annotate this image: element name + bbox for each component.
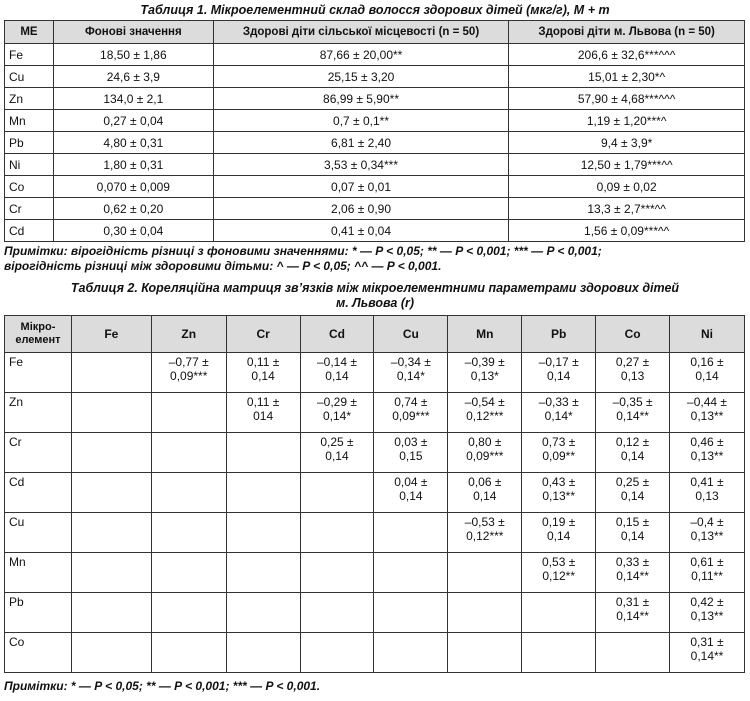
correlation-cell (300, 353, 374, 393)
correlation-error: 0,13** (542, 489, 576, 503)
correlation-cell (448, 433, 522, 473)
correlation-error: 0,13* (470, 369, 499, 383)
correlation-error: 0,14 (547, 529, 571, 543)
table1-row (5, 176, 745, 198)
table1-element-cell: Zn (5, 88, 54, 110)
correlation-cell (448, 513, 522, 553)
correlation-cell (71, 593, 151, 633)
correlation-cell (151, 393, 226, 433)
table1-header-cell: Здорові діти м. Львова (n = 50) (509, 21, 745, 44)
correlation-error: 0,09*** (466, 449, 504, 463)
correlation-value: –0,53 ± (464, 515, 505, 529)
correlation-cell (448, 393, 522, 433)
correlation-cell (300, 553, 374, 593)
table2-row-label: Cd (5, 473, 72, 513)
correlation-cell (670, 513, 745, 553)
correlation-cell (226, 393, 300, 433)
table1-header-row (5, 21, 745, 44)
table1-row (5, 220, 745, 242)
table1-value-cell: 2,06 ± 0,90 (213, 198, 509, 220)
correlation-cell (596, 513, 670, 553)
correlation-error: 0,09*** (392, 409, 430, 423)
correlation-value: 0,19 ± (542, 515, 576, 529)
table1-value-cell: 87,66 ± 20,00** (213, 44, 509, 66)
correlation-cell (151, 353, 226, 393)
table1-value-cell: 9,4 ± 3,9* (509, 132, 745, 154)
correlation-value: –0,34 ± (390, 355, 431, 369)
table2-row-label: Pb (5, 593, 72, 633)
correlation-cell (522, 553, 596, 593)
correlation-cell (151, 513, 226, 553)
correlation-cell (71, 633, 151, 673)
table1-value-cell: 6,81 ± 2,40 (213, 132, 509, 154)
correlation-value: 0,41 ± (690, 475, 724, 489)
correlation-error: 0,13** (690, 409, 724, 423)
correlation-error: 0,14 (547, 369, 571, 383)
correlation-error: 014 (253, 409, 274, 423)
correlation-cell (596, 473, 670, 513)
correlation-cell (596, 393, 670, 433)
table1-header-cell: Здорові діти сільської місцевості (n = 50) (213, 21, 509, 44)
table2-col-header: Pb (522, 316, 596, 353)
correlation-cell (522, 433, 596, 473)
correlation-value: 0,74 ± (394, 395, 428, 409)
correlation-error: 0,13** (690, 529, 724, 543)
correlation-error: 0,14* (322, 409, 351, 423)
correlation-cell (374, 593, 448, 633)
correlation-cell (670, 433, 745, 473)
correlation-cell (71, 553, 151, 593)
correlation-value: –0,29 ± (317, 395, 357, 409)
table2-corner-header (5, 316, 72, 353)
table2-row-label: Zn (5, 393, 72, 433)
correlation-value: 0,15 ± (615, 515, 650, 529)
table1-value-cell: 24,6 ± 3,9 (53, 66, 213, 88)
correlation-error: 0,12*** (466, 409, 504, 423)
correlation-cell (374, 473, 448, 513)
correlation-cell (300, 633, 374, 673)
table1-value-cell: 57,90 ± 4,68***^^^ (509, 88, 745, 110)
correlation-cell (374, 513, 448, 553)
correlation-cell (71, 513, 151, 553)
table2-row-label: Cr (5, 433, 72, 473)
correlation-error: 0,14 (325, 369, 349, 383)
table1-value-cell: 0,30 ± 0,04 (53, 220, 213, 242)
table1-element-cell: Mn (5, 110, 54, 132)
correlation-cell (374, 353, 448, 393)
correlation-cell (448, 633, 522, 673)
table1-element-cell: Pb (5, 132, 54, 154)
table1-value-cell: 0,27 ± 0,04 (53, 110, 213, 132)
table1-body (5, 44, 745, 242)
correlation-cell (300, 593, 374, 633)
correlation-cell (448, 593, 522, 633)
correlation-cell (300, 433, 374, 473)
table1-value-cell: 0,7 ± 0,1** (213, 110, 509, 132)
correlation-value: –0,17 ± (538, 355, 579, 369)
correlation-cell (670, 473, 745, 513)
correlation-cell (670, 353, 745, 393)
correlation-value: –0,14 ± (317, 355, 357, 369)
corner-line: елемент (15, 334, 61, 346)
correlation-value: 0,31 ± (690, 635, 724, 649)
table1-value-cell: 13,3 ± 2,7***^^ (509, 198, 745, 220)
correlation-cell (374, 433, 448, 473)
correlation-cell (596, 593, 670, 633)
table1-element-cell: Ni (5, 154, 54, 176)
correlation-error: 0,14 (620, 529, 645, 543)
correlation-value: –0,35 ± (612, 395, 653, 409)
correlation-cell (522, 393, 596, 433)
table1-row (5, 66, 745, 88)
correlation-error: 0,14 (695, 369, 719, 383)
table2-col-header: Cr (226, 316, 300, 353)
correlation-cell (596, 433, 670, 473)
correlation-error: 0,14** (616, 409, 649, 423)
table1 (4, 20, 745, 242)
correlation-error: 0,14** (690, 649, 724, 663)
table1-row (5, 110, 745, 132)
table2-col-header: Cu (374, 316, 448, 353)
table1-value-cell: 15,01 ± 2,30*^ (509, 66, 745, 88)
correlation-error: 0,14 (620, 449, 645, 463)
correlation-cell (448, 473, 522, 513)
table1-element-cell: Cr (5, 198, 54, 220)
correlation-cell (226, 553, 300, 593)
correlation-error: 0,14 (620, 489, 645, 503)
correlation-cell (522, 473, 596, 513)
correlation-error: 0,11** (691, 569, 723, 583)
correlation-error: 0,14** (616, 569, 649, 583)
correlation-cell (151, 553, 226, 593)
table1-row (5, 88, 745, 110)
correlation-value: 0,25 ± (615, 475, 650, 489)
table1-value-cell: 3,53 ± 0,34*** (213, 154, 509, 176)
correlation-cell (522, 353, 596, 393)
corner-line: Мікро- (20, 321, 56, 333)
correlation-value: 0,31 ± (615, 595, 650, 609)
correlation-cell (596, 553, 670, 593)
correlation-cell (151, 633, 226, 673)
table2-row (5, 473, 745, 513)
correlation-cell (151, 593, 226, 633)
table2-note: Примітки: * — P < 0,05; ** — P < 0,001; *** — P < 0,001. (4, 679, 321, 693)
correlation-cell (151, 433, 226, 473)
table2-title-line: Таблиця 2. Кореляційна матриця зв’язків між мікроелементними параметрами здорових дітей (70, 281, 680, 295)
table1-value-cell: 1,19 ± 1,20***^ (509, 110, 745, 132)
table2-row-label: Co (5, 633, 72, 673)
correlation-error: 0,13 (695, 489, 719, 503)
table1-note-line: вірогідність різниці між здоровими дітьми: ^ — P < 0,05; ^^ — P < 0,001. (4, 259, 442, 273)
correlation-cell (300, 473, 374, 513)
correlation-cell (596, 633, 670, 673)
table1-element-cell: Fe (5, 44, 54, 66)
correlation-cell (151, 473, 226, 513)
correlation-cell (522, 513, 596, 553)
correlation-value: 0,80 ± (468, 435, 502, 449)
correlation-error: 0,09** (542, 449, 576, 463)
correlation-error: 0,14** (616, 609, 649, 623)
table2-col-header: Ni (670, 316, 745, 353)
table2-row (5, 513, 745, 553)
correlation-cell (670, 633, 745, 673)
table1-row (5, 44, 745, 66)
correlation-value: 0,11 ± (246, 395, 280, 409)
correlation-cell (71, 393, 151, 433)
correlation-value: 0,06 ± (468, 475, 502, 489)
correlation-cell (448, 553, 522, 593)
table1-value-cell: 0,07 ± 0,01 (213, 176, 509, 198)
table2-col-header: Fe (71, 316, 151, 353)
correlation-error: 0,15 (399, 449, 423, 463)
table1-value-cell: 0,09 ± 0,02 (509, 176, 745, 198)
correlation-value: –0,77 ± (168, 355, 209, 369)
correlation-cell (522, 633, 596, 673)
correlation-value: –0,4 ± (690, 515, 724, 529)
correlation-value: 0,53 ± (542, 555, 576, 569)
table1-row (5, 132, 745, 154)
table2-title (0, 281, 750, 311)
table1-note (4, 244, 746, 274)
table2-body (5, 353, 745, 673)
table1-header-cell: Фонові значення (53, 21, 213, 44)
correlation-cell (448, 353, 522, 393)
table1-value-cell: 4,80 ± 0,31 (53, 132, 213, 154)
correlation-cell (71, 433, 151, 473)
correlation-value: 0,42 ± (690, 595, 724, 609)
correlation-error: 0,13** (690, 609, 724, 623)
table2-row (5, 633, 745, 673)
correlation-cell (226, 633, 300, 673)
correlation-cell (374, 393, 448, 433)
table2-row (5, 353, 745, 393)
correlation-cell (670, 553, 745, 593)
table1-header-cell: МЕ (5, 21, 54, 44)
correlation-value: 0,03 ± (394, 435, 428, 449)
correlation-value: 0,43 ± (542, 475, 576, 489)
correlation-cell (522, 593, 596, 633)
correlation-error: 0,09*** (170, 369, 208, 383)
table2-title-line: м. Львова (r) (335, 296, 415, 310)
table1-value-cell: 0,070 ± 0,009 (53, 176, 213, 198)
correlation-value: 0,33 ± (615, 555, 650, 569)
table2-row (5, 593, 745, 633)
table2-row (5, 553, 745, 593)
correlation-cell (226, 473, 300, 513)
correlation-error: 0,14 (325, 449, 349, 463)
table2-row-label: Cu (5, 513, 72, 553)
correlation-cell (670, 593, 745, 633)
correlation-error: 0,14 (251, 369, 275, 383)
table2-row (5, 433, 745, 473)
correlation-error: 0,12** (542, 569, 576, 583)
table1-value-cell: 1,80 ± 0,31 (53, 154, 213, 176)
table1-value-cell: 86,99 ± 5,90** (213, 88, 509, 110)
correlation-cell (596, 353, 670, 393)
correlation-cell (226, 513, 300, 553)
table1-value-cell: 25,15 ± 3,20 (213, 66, 509, 88)
correlation-error: 0,14* (396, 369, 425, 383)
table1-title: Таблиця 1. Мікроелементний склад волосся здорових дітей (мкг/г), М + m (140, 3, 610, 17)
table2-col-header: Mn (448, 316, 522, 353)
table2-col-header: Cd (300, 316, 374, 353)
correlation-cell (226, 593, 300, 633)
correlation-value: –0,33 ± (538, 395, 579, 409)
correlation-value: 0,16 ± (690, 355, 724, 369)
table1-element-cell: Cd (5, 220, 54, 242)
correlation-error: 0,14 (473, 489, 497, 503)
correlation-value: –0,39 ± (464, 355, 505, 369)
table1-value-cell: 0,41 ± 0,04 (213, 220, 509, 242)
correlation-value: 0,46 ± (690, 435, 724, 449)
table1-value-cell: 206,6 ± 32,6***^^^ (509, 44, 745, 66)
table2-row-label: Fe (5, 353, 72, 393)
correlation-error: 0,13** (690, 449, 724, 463)
correlation-value: 0,27 ± (615, 355, 650, 369)
correlation-cell (226, 353, 300, 393)
correlation-value: 0,12 ± (615, 435, 650, 449)
correlation-value: 0,73 ± (542, 435, 576, 449)
table1-value-cell: 18,50 ± 1,86 (53, 44, 213, 66)
table1-row (5, 154, 745, 176)
correlation-value: 0,04 ± (394, 475, 428, 489)
table2-row-label: Mn (5, 553, 72, 593)
table2 (4, 315, 745, 673)
correlation-cell (300, 393, 374, 433)
correlation-value: –0,54 ± (464, 395, 505, 409)
table1-value-cell: 0,62 ± 0,20 (53, 198, 213, 220)
correlation-value: 0,11 ± (246, 355, 280, 369)
correlation-cell (71, 353, 151, 393)
correlation-error: 0,14* (544, 409, 573, 423)
table2-row (5, 393, 745, 433)
correlation-cell (374, 553, 448, 593)
table2-col-header: Zn (151, 316, 226, 353)
correlation-error: 0,12*** (466, 529, 504, 543)
table1-note-line: Примітки: вірогідність різниці з фоновими значеннями: * — P < 0,05; ** — P < 0,001; *** — P < 0,001; (4, 244, 602, 258)
correlation-value: 0,25 ± (320, 435, 354, 449)
correlation-error: 0,13 (620, 369, 645, 383)
table2-header-row (5, 316, 745, 353)
correlation-error: 0,14 (399, 489, 423, 503)
correlation-cell (71, 473, 151, 513)
table1-value-cell: 134,0 ± 2,1 (53, 88, 213, 110)
table1-row (5, 198, 745, 220)
correlation-cell (226, 433, 300, 473)
correlation-cell (374, 633, 448, 673)
table1-element-cell: Cu (5, 66, 54, 88)
correlation-value: –0,44 ± (687, 395, 727, 409)
correlation-cell (300, 513, 374, 553)
table1-element-cell: Co (5, 176, 54, 198)
table2-col-header: Co (596, 316, 670, 353)
table1-value-cell: 12,50 ± 1,79***^^ (509, 154, 745, 176)
correlation-value: 0,61 ± (690, 555, 724, 569)
table1-value-cell: 1,56 ± 0,09***^^ (509, 220, 745, 242)
correlation-cell (670, 393, 745, 433)
